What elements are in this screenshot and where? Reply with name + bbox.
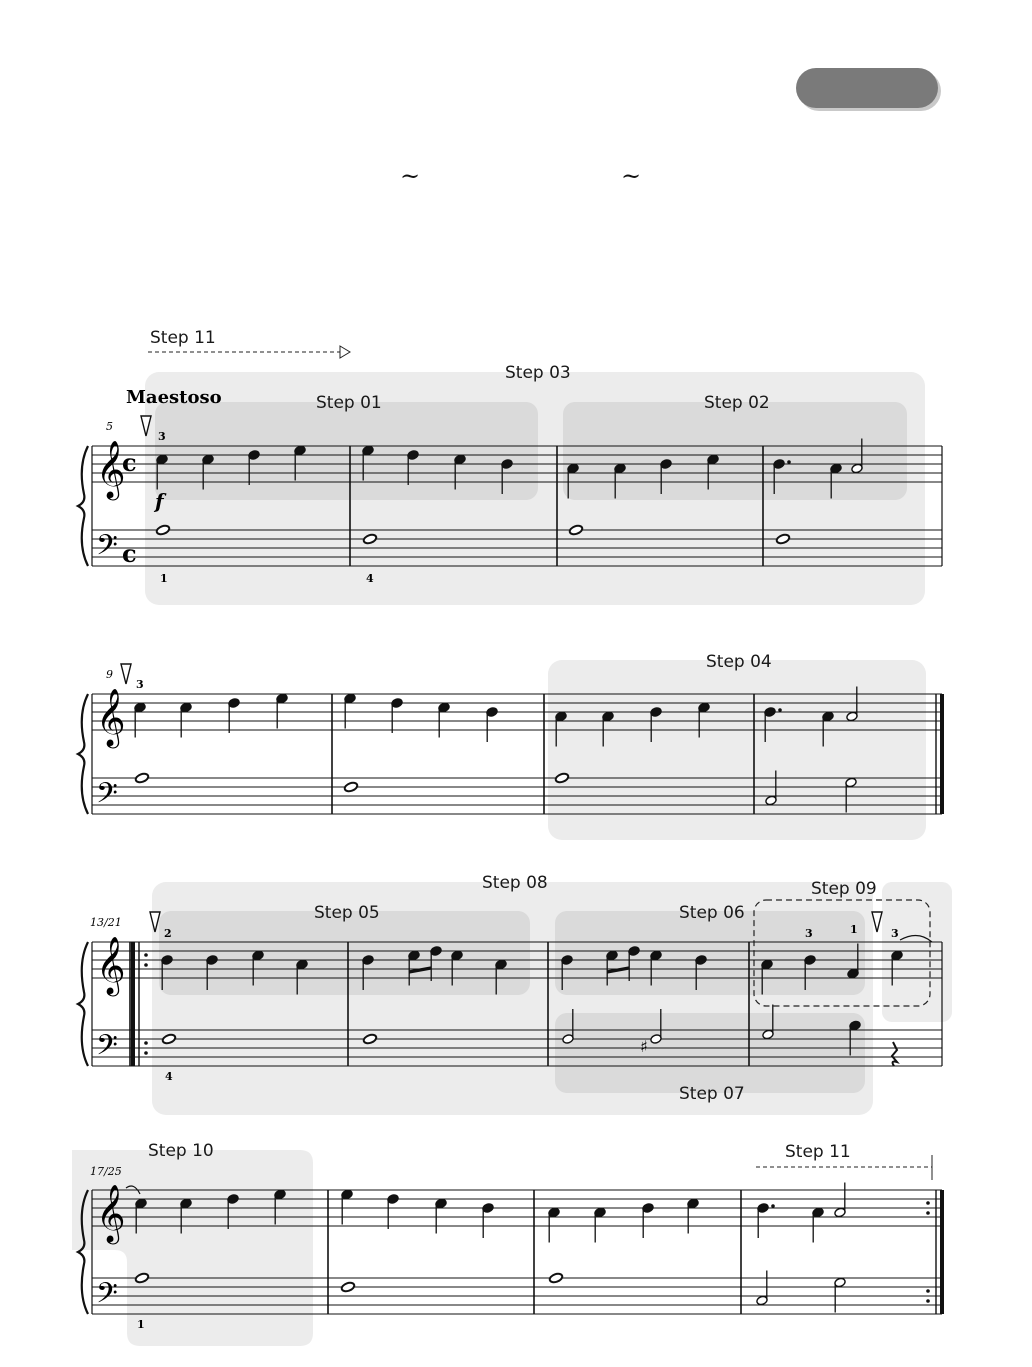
fingering: 2 [164,927,172,940]
dynamic-marking: f [155,489,164,513]
treble-clef: 𝄞 [96,440,126,498]
note-head [341,1281,356,1293]
step-label-09: Step 09 [811,879,877,899]
treble-clef: 𝄞 [96,1184,126,1242]
time-signature-bass: c [122,539,137,568]
note-dot [778,708,782,712]
step-highlights [72,372,952,1346]
highlight-step-04 [548,660,926,840]
treble-clef: 𝄞 [96,936,126,994]
time-signature-treble: c [122,448,137,477]
brace [78,446,88,566]
note-head [549,1272,564,1284]
step-label-01: Step 01 [316,393,382,413]
fingering: 1 [160,572,168,585]
bass-clef: 𝄢 [96,777,118,817]
fingering: 4 [165,1070,173,1083]
brace [78,942,88,1066]
range-tilde-left: ~ [400,162,421,190]
step-label-08: Step 08 [482,873,548,893]
step-label-04: Step 04 [706,652,772,672]
measure-number-9: 9 [106,668,113,681]
repeat-dot [926,1211,930,1215]
treble-clef: 𝄞 [96,688,126,746]
repeat-dot [144,1051,148,1055]
fingering: 3 [891,927,899,940]
fingering: 3 [136,678,144,691]
range-tilde-right: ~ [621,162,642,190]
step-label-10: Step 10 [148,1141,214,1161]
bass-clef: 𝄢 [96,529,118,569]
note-dot [787,460,791,464]
measure-number-5: 5 [106,420,113,433]
step-label-03: Step 03 [505,363,571,383]
note-head [135,772,150,784]
fingering: 3 [158,430,166,443]
repeat-dot [144,963,148,967]
repeat-dot [926,1201,930,1205]
highlight-step-06 [555,911,865,995]
step-label-07: Step 07 [679,1084,745,1104]
quarter-rest [892,1042,897,1066]
brace [78,694,88,814]
fingering: 3 [805,927,813,940]
fingering: 4 [366,572,374,585]
step-label-11-start: Step 11 [150,328,216,348]
note-dot [771,1204,775,1208]
highlight-step-05 [159,911,530,995]
step-label-06: Step 06 [679,903,745,923]
fingering: 1 [137,1318,145,1331]
tempo-marking: Maestoso [126,387,222,408]
note-head [344,781,359,793]
step-label-11-end: Step 11 [785,1142,851,1162]
bass-clef: 𝄢 [96,1029,118,1069]
repeat-dot [144,1041,148,1045]
bass-clef: 𝄢 [96,1277,118,1317]
highlight-step-01 [155,402,538,500]
step-label-02: Step 02 [704,393,770,413]
repeat-dot [926,1299,930,1303]
highlight-step-07 [555,1013,865,1093]
measure-number-13-21: 13/21 [90,916,122,929]
measure-number-17-25: 17/25 [90,1165,122,1178]
repeat-dot [144,953,148,957]
repeat-dot [926,1289,930,1293]
sharp-accidental: ♯ [640,1037,648,1056]
step-label-05: Step 05 [314,903,380,923]
fingering: 1 [850,923,858,936]
